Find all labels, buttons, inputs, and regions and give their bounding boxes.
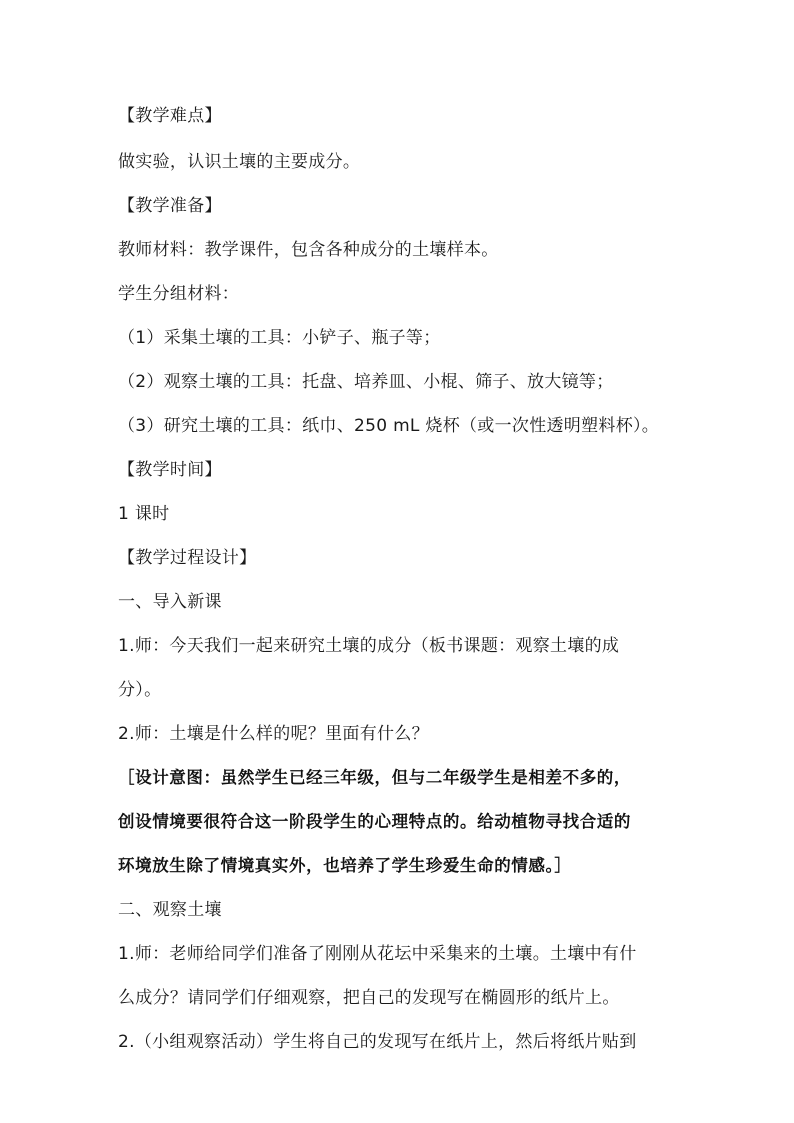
list-item-research-tools: （3）研究土壤的工具：纸巾、250 mL 烧杯（或一次性透明塑料杯）。 <box>118 416 660 436</box>
heading-teaching-preparation: 【教学准备】 <box>118 196 222 216</box>
heading-process-design: 【教学过程设计】 <box>118 548 257 568</box>
list-item-collect-tools: （1）采集土壤的工具：小铲子、瓶子等； <box>118 328 441 348</box>
section-title-introduction: 一、导入新课 <box>118 592 222 612</box>
design-intent-line-1: ［设计意图：虽然学生已经三年级，但与二年级学生是相差不多的， <box>118 768 631 787</box>
design-intent-line-2: 创设情境要很符合这一阶段学生的心理特点的。给动植物寻找合适的 <box>118 812 631 831</box>
paragraph-step-1-line-1: 1.师：今天我们一起来研究土壤的成分（板书课题：观察土壤的成 <box>118 636 620 656</box>
paragraph-step-1-line-2: 分）。 <box>118 680 162 700</box>
design-intent-line-3: 环境放生除了情境真实外，也培养了学生珍爱生命的情感。］ <box>118 856 572 875</box>
list-item-observe-tools: （2）观察土壤的工具：托盘、培养皿、小棍、筛子、放大镜等； <box>118 372 614 392</box>
paragraph-observe-1-line-1: 1.师：老师给同学们准备了刚刚从花坛中采集来的土壤。土壤中有什 <box>118 944 637 964</box>
paragraph-observe-1-line-2: 么成分？请同学们仔细观察，把自己的发现写在椭圆形的纸片上。 <box>118 988 620 1008</box>
paragraph-difficulty: 做实验，认识土壤的主要成分。 <box>118 152 361 172</box>
paragraph-observe-2: 2.（小组观察活动）学生将自己的发现写在纸片上，然后将纸片贴到 <box>118 1032 637 1052</box>
heading-teaching-time: 【教学时间】 <box>118 460 222 480</box>
paragraph-time: 1 课时 <box>118 504 170 524</box>
heading-teaching-difficulty: 【教学难点】 <box>118 106 222 126</box>
section-title-observe-soil: 二、观察土壤 <box>118 900 222 920</box>
paragraph-teacher-materials: 教师材料：教学课件，包含各种成分的土壤样本。 <box>118 240 499 260</box>
paragraph-step-2: 2.师：土壤是什么样的呢？里面有什么？ <box>118 724 429 744</box>
paragraph-student-materials: 学生分组材料： <box>118 284 240 304</box>
